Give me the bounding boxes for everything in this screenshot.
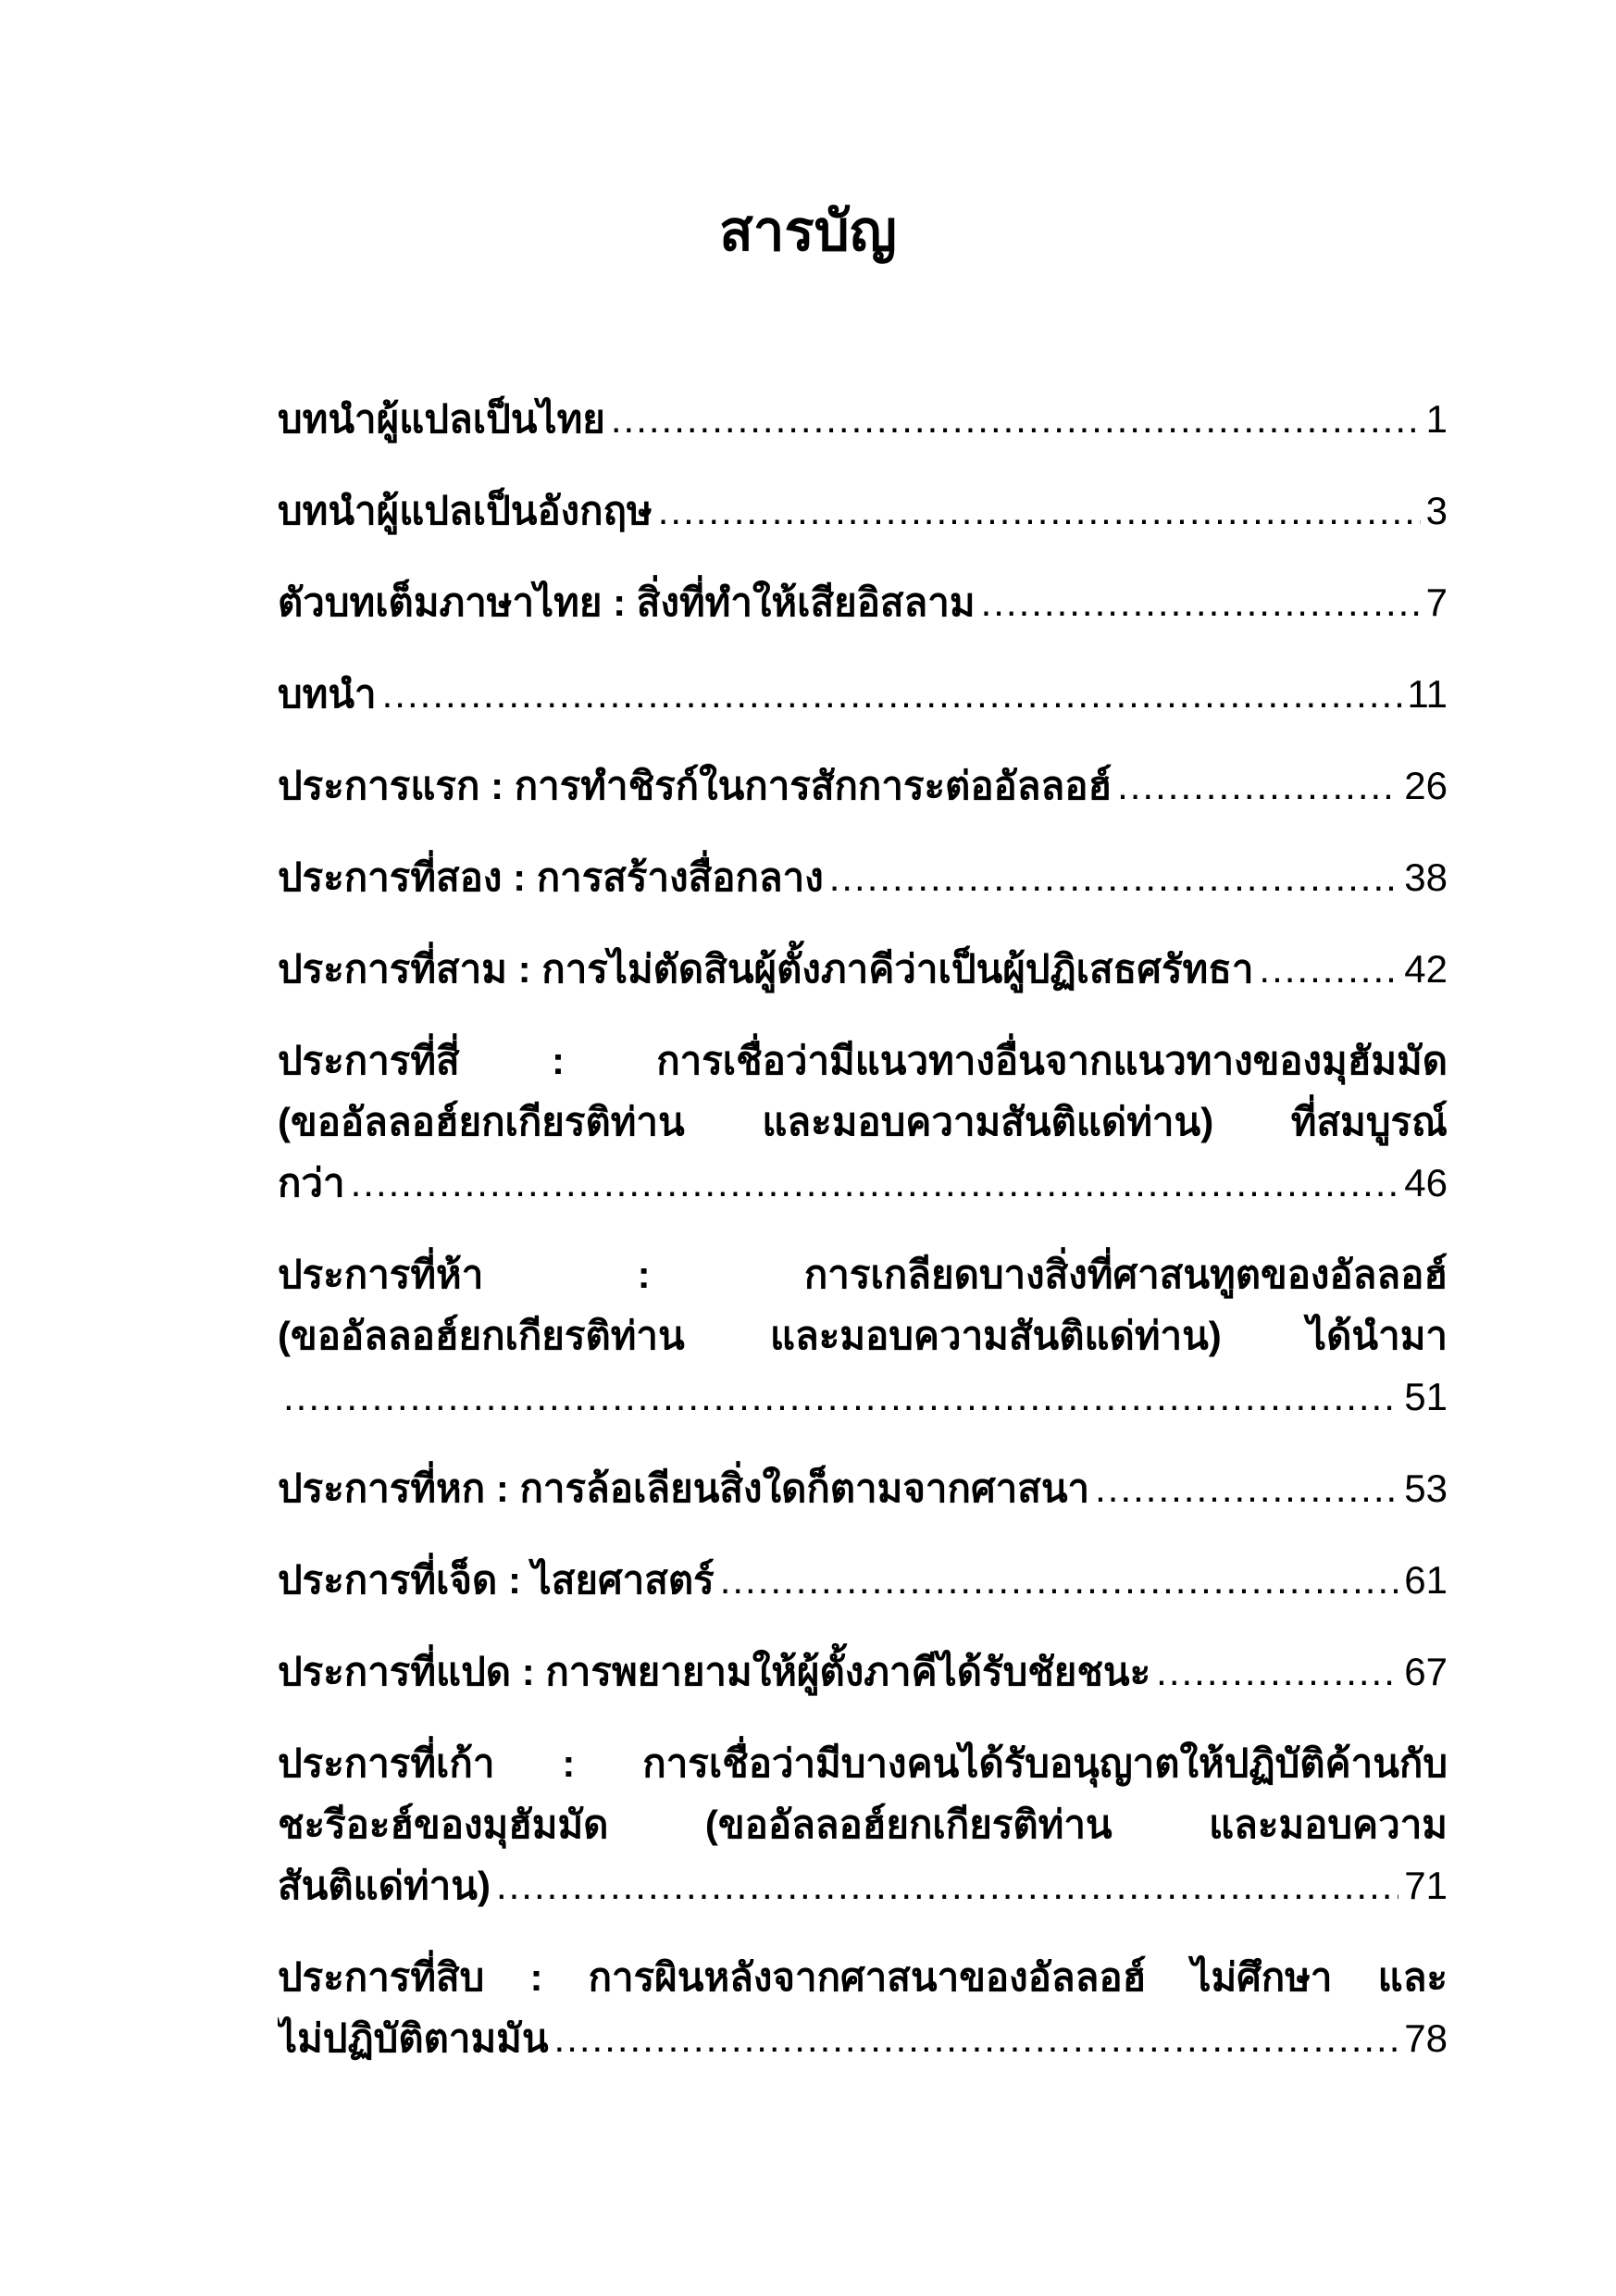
toc-entry-title-line: (ขออัลลอฮ์ยกเกียรติท่าน และมอบความสันติแด่ท่าน) ได้นำมา [278,1314,1448,1357]
toc-page-number: 26 [1404,764,1448,807]
toc-entry-title: ไม่ปฏิบัติตามมัน [278,2016,549,2060]
toc-entry-line [278,1458,1448,1519]
toc-entry-line [278,389,1448,450]
toc-page-number: 7 [1425,580,1448,624]
toc-page-number: 46 [1404,1161,1448,1204]
toc-entry[interactable] [278,847,1448,908]
toc-page-number: 61 [1404,1558,1448,1602]
toc-page-number: 78 [1404,2016,1448,2060]
toc-entry-title: ตัวบทเต็มภาษาไทย : สิ่งที่ทำให้เสียอิสลาม [278,580,976,624]
toc-entry[interactable] [278,755,1448,817]
dot-leader [554,2008,1399,2069]
toc-entry-line [278,847,1448,908]
toc-entry-title: ประการที่แปด : การพยายามให้ผู้ตั้งภาคีได้รับชัยชนะ [278,1650,1151,1693]
toc-entry-line [278,1855,1448,1916]
toc-entry[interactable] [278,1244,1448,1428]
toc-entry[interactable] [278,1733,1448,1916]
toc-entry[interactable] [278,1030,1448,1214]
toc-page-number: 42 [1404,947,1448,991]
toc-entry[interactable] [278,572,1448,633]
toc-entry-line [278,664,1448,725]
toc-entry[interactable] [278,480,1448,542]
toc-entry-line [278,1153,1448,1214]
toc-entry-line [278,755,1448,817]
toc-entry-title: ประการที่เจ็ด : ไสยศาสตร์ [278,1558,715,1602]
toc-entry-line [278,1366,1448,1428]
toc-page-number: 3 [1425,489,1448,532]
toc-entry-title-line: ประการที่ห้า : การเกลียดบางสิ่งที่ศาสนทูตของอัลลอฮ์ [278,1253,1448,1296]
toc-entry-title: บทนำ [278,672,377,716]
toc-page-number: 67 [1404,1650,1448,1693]
toc-page-number: 38 [1404,855,1448,899]
toc-entry-title: สันติแด่ท่าน) [278,1864,491,1907]
toc-page-number: 53 [1404,1466,1448,1510]
dot-leader [382,664,1402,725]
toc-entry-line [278,939,1448,1000]
dot-leader [1117,755,1398,817]
dot-leader [658,480,1421,542]
toc-page-number: 1 [1425,397,1448,441]
toc-entry-title-line: (ขออัลลอฮ์ยกเกียรติท่าน และมอบความสันติแด่ท่าน) ที่สมบูรณ์ [278,1100,1448,1143]
toc-entry-title: ประการที่สอง : การสร้างสื่อกลาง [278,855,824,899]
toc-entry-title-line: ประการที่สิบ : การผินหลังจากศาสนาของอัลลอฮ์ ไม่ศึกษา และ [278,1955,1448,1999]
dot-leader [611,389,1421,450]
page-title: สารบัญ [719,200,897,262]
toc-entry-title-line: ชะรีอะฮ์ของมุฮัมมัด (ขออัลลอฮ์ยกเกียรติท่าน และมอบความ [278,1803,1448,1846]
dot-leader [720,1550,1399,1611]
toc-entry-title-line: ประการที่สี่ : การเชื่อว่ามีแนวทางอื่นจากแนวทางของมุฮัมมัด [278,1039,1448,1082]
toc-page-number: 51 [1404,1375,1448,1418]
toc-page-number: 71 [1404,1864,1448,1907]
toc-entry-title: ประการที่สาม : การไม่ตัดสินผู้ตั้งภาคีว่าเป็นผู้ปฏิเสธศรัทธา [278,947,1254,991]
toc-entry-title-line: ประการที่เก้า : การเชื่อว่ามีบางคนได้รับอนุญาตให้ปฏิบัติค้านกับ [278,1741,1448,1785]
toc-entry[interactable] [278,1550,1448,1611]
toc-entry[interactable] [278,1641,1448,1703]
dot-leader [1095,1458,1398,1519]
toc-entry-line [278,2008,1448,2069]
toc-entry-title: บทนำผู้แปลเป็นอังกฤษ [278,489,653,532]
toc-page-number: 11 [1407,672,1448,716]
dot-leader [496,1855,1398,1916]
dot-leader [1156,1641,1398,1703]
toc-entry-line [278,1550,1448,1611]
toc-entry[interactable] [278,1458,1448,1519]
dot-leader [829,847,1399,908]
toc-entry-line [278,572,1448,633]
toc-entry-title: ประการที่หก : การล้อเลียนสิ่งใดก็ตามจากศาสนา [278,1466,1090,1510]
dot-leader [981,572,1421,633]
dot-leader [283,1366,1398,1428]
toc-entry[interactable] [278,939,1448,1000]
toc-entry[interactable] [278,1947,1448,2069]
dot-leader [351,1153,1399,1214]
dot-leader [1259,939,1398,1000]
toc-entry[interactable] [278,664,1448,725]
toc-entry-line [278,480,1448,542]
toc-entry-title: บทนำผู้แปลเป็นไทย [278,397,605,441]
toc-entry-title: กว่า [278,1161,345,1204]
toc-entry[interactable] [278,389,1448,450]
toc-entry-line [278,1641,1448,1703]
toc-entry-title: ประการแรก : การทำชิรก์ในการสักการะต่ออัลลอฮ์ [278,764,1113,807]
table-of-contents [278,389,1448,2100]
